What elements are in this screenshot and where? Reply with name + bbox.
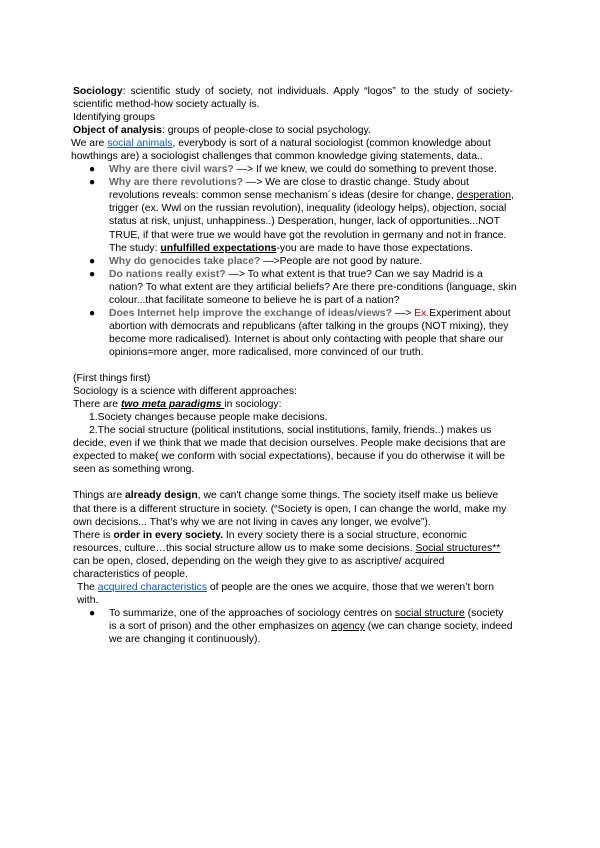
bullet-icon: ● — [89, 164, 96, 176]
things-post: , we can't change some things. The society itself make us believe that there is a different structure in society. (“Society is open, I can change the world, make my own decisions... That’s why we are not living in caves any longer, we evolve”). — [73, 490, 507, 528]
answer-revolutions-1: —> We are close to drastic change. Study about revolutions reveals: common sense mechanism´s ideas (desire for change, — [109, 177, 469, 202]
bullet-icon: ● — [89, 607, 96, 619]
paradigms-list — [73, 411, 513, 476]
social-structures-post: can be open, closed, depending on the weigh they give to as ascriptive/ acquired characteristics of people. — [73, 555, 445, 580]
list-item — [89, 176, 517, 254]
answer-nations: —> To what extent is that true? Can we say Madrid is a nation? To what extent are they artificial beliefs? Are there pre-conditions (language, skin colour...that facilitate someone to believe he is part of a nation? — [109, 268, 517, 306]
question-nations: Do nations really exist? — [109, 268, 226, 280]
two-meta-paradigms: two meta paradigms — [120, 399, 225, 411]
acquired-post: of people are the ones we acquire, those that we weren’t born with. — [77, 581, 495, 606]
answer-revolutions-2: , trigger (ex. Wwl on the russian revolution), inequality (ideology helps), objection, social status at risk, unjust, unhappiness..) Desperation, hunger, lack of opportunities...NOT TRUE, if that were true we would have got the revolution in germany and not in france. The study: — [109, 190, 514, 254]
object-def: : groups of people-close to social psychology. — [161, 125, 371, 137]
the-text: The — [77, 581, 98, 593]
question-civil-wars: Why are there civil wars? — [109, 164, 234, 176]
summary-post: (we can change society, indeed we are changing it continuously). — [109, 620, 513, 645]
summary-list — [73, 607, 513, 646]
identifying-groups: Identifying groups — [73, 112, 156, 124]
order-paragraph — [73, 529, 513, 581]
answer-genocides: —>People are not good by nature. — [260, 255, 423, 267]
already-design: already design — [124, 490, 198, 502]
answer-civil-wars: —> If we knew, we could do something to prevent those. — [233, 164, 497, 176]
list-item — [89, 255, 517, 268]
list-item — [89, 163, 517, 176]
sociology-term: Sociology — [73, 86, 123, 97]
two-post: in sociology: — [224, 399, 282, 411]
agency-text: agency — [331, 620, 365, 632]
things-pre: Things are — [73, 490, 125, 502]
order-in-every-society: order in every society. — [113, 529, 223, 541]
desperation-text: desperation — [456, 190, 511, 202]
question-genocides: Why do genocides take place? — [109, 255, 261, 267]
bullet-icon: ● — [89, 177, 96, 189]
spacer — [73, 476, 513, 489]
summary-mid: (society is a sort of prison) and the other emphasizes on — [109, 607, 504, 632]
first-things-first: (First things first) — [73, 373, 151, 385]
there-is: There is — [73, 529, 114, 541]
we-are-pre: We are — [71, 138, 108, 150]
order-post: In every society there is a social structure, economic resources, culture…this social structure allow us to make some decisions. — [73, 529, 467, 554]
question-internet: Does Internet help improve the exchange of ideas/views? — [109, 307, 392, 319]
list-item — [89, 307, 517, 359]
sociology-def-text: : scientific study of society, not individuals. Apply “logos” to the study of society-scientific method-how society actually is. — [73, 86, 513, 111]
already-design-paragraph — [73, 489, 513, 528]
two-pre: There are — [73, 399, 121, 411]
questions-list — [73, 163, 517, 359]
bullet-icon: ● — [89, 307, 96, 319]
document-page — [71, 85, 517, 646]
bullet-icon: ● — [89, 255, 96, 267]
list-item — [89, 607, 513, 646]
social-animals-paragraph — [71, 137, 519, 163]
list-item — [89, 268, 517, 307]
science-approaches: Sociology is a science with different approaches: — [73, 386, 297, 398]
social-structures-text: Social structures** — [415, 542, 501, 554]
we-are-post: , everybody is sort of a natural sociologist (common knowledge about howthings are) a sociologist challenges that common knowledge giving statements, data.. — [71, 138, 491, 163]
acquired-paragraph — [73, 581, 513, 607]
list-item: 2.The social structure (political institutions, social institutions, family, friends..) makes us decide, even if we think that we made that decision ourselves. People make decisions that are expected to make( we conform with social expectations), because if you do otherwise it will be seen as something wrong. — [73, 425, 506, 476]
two-meta-paradigms-line — [73, 398, 513, 411]
summary-pre: To summarize, one of the approaches of sociology centres on — [109, 607, 395, 619]
object-term: Object of analysis — [73, 125, 162, 137]
question-revolutions: Why are there revolutions? — [109, 177, 243, 189]
answer-revolutions-3: -you are made to have those expectations. — [276, 242, 473, 254]
answer-internet-arrow: —> — [391, 307, 415, 319]
spacer — [73, 359, 513, 372]
bullet-icon: ● — [89, 268, 96, 280]
social-animals-link[interactable]: social animals — [107, 138, 173, 150]
answer-internet: Experiment about abortion with democrats and republicans (after talking in the groups (NOT mixing), they become more radicalised). Internet is about only contacting with people that share our opinions=more anger, more radicalised, more convinced of our truth. — [109, 307, 511, 358]
example-label: Ex. — [414, 307, 430, 319]
sociology-definition — [73, 85, 513, 111]
list-item: 1.Society changes because people make decisions. — [89, 412, 328, 424]
object-of-analysis — [73, 124, 513, 137]
social-structure-text: social structure — [394, 607, 465, 619]
unfulfilled-expectations: unfulfilled expectations — [160, 242, 277, 254]
acquired-characteristics-link[interactable]: acquired characteristics — [97, 581, 207, 593]
